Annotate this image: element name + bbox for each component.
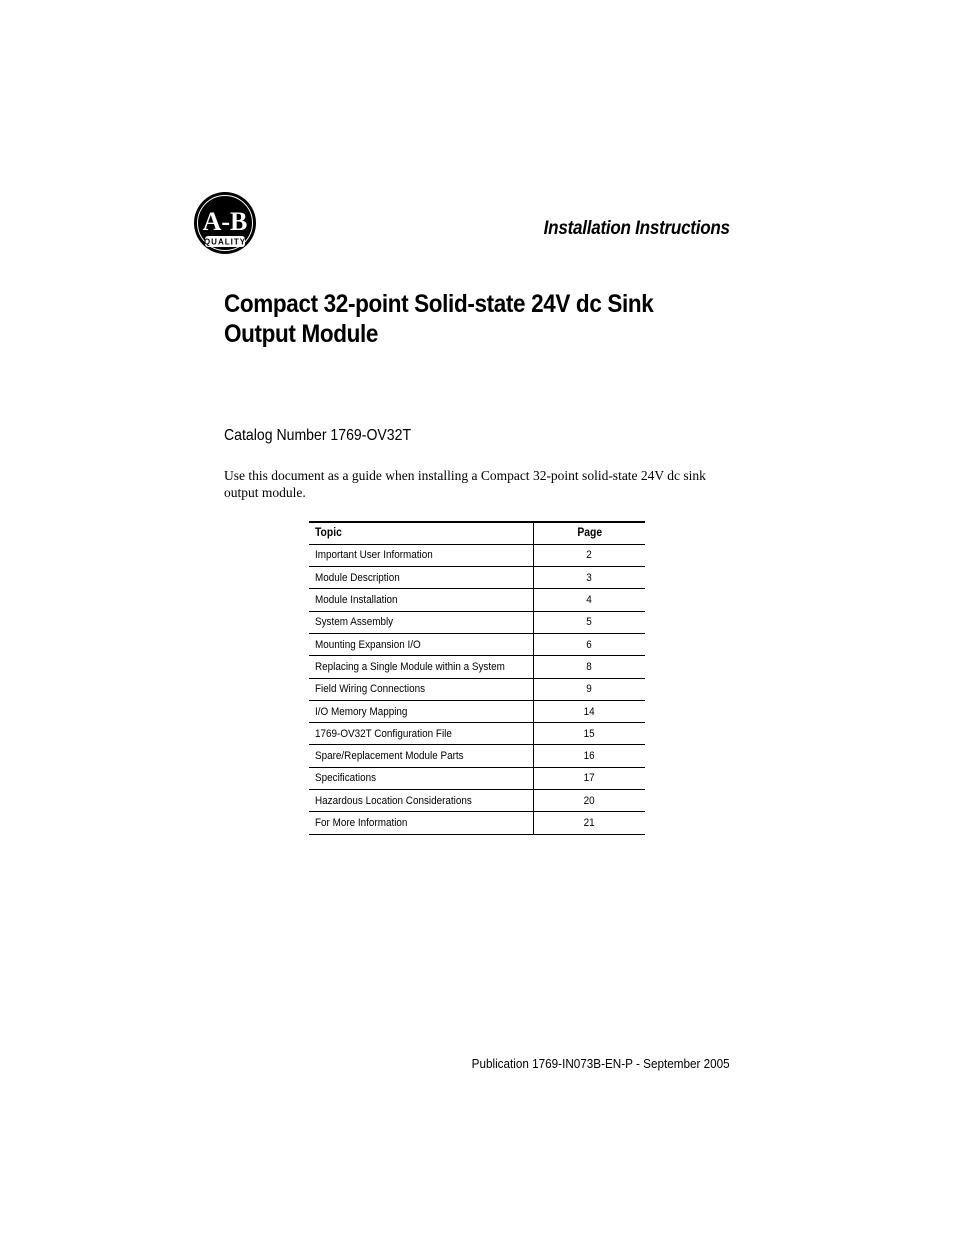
toc-row (309, 812, 645, 834)
toc-row (309, 544, 645, 566)
toc-row (309, 678, 645, 700)
toc-topic: System Assembly (309, 611, 533, 633)
toc-page: 8 (533, 656, 645, 678)
toc-page: 14 (533, 700, 645, 722)
logo-subtext: QUALITY (203, 237, 247, 247)
catalog-number: Catalog Number 1769-OV32T (224, 427, 412, 444)
toc-row (309, 700, 645, 722)
toc-topic: Replacing a Single Module within a System (309, 656, 533, 678)
toc-row (309, 656, 645, 678)
toc-page: 15 (533, 723, 645, 745)
toc-page: 20 (533, 790, 645, 812)
toc-topic: Module Installation (309, 589, 533, 611)
logo-mark: A-B (202, 207, 248, 236)
allen-bradley-logo (193, 192, 257, 254)
toc-topic: For More Information (309, 812, 533, 834)
toc-page: 4 (533, 589, 645, 611)
toc-header-topic: Topic (309, 522, 533, 544)
toc-topic: Mounting Expansion I/O (309, 633, 533, 655)
toc-header-page: Page (533, 522, 645, 544)
table-of-contents (309, 521, 645, 835)
toc-topic: Hazardous Location Considerations (309, 790, 533, 812)
toc-topic: Field Wiring Connections (309, 678, 533, 700)
toc-page: 6 (533, 633, 645, 655)
toc-row (309, 611, 645, 633)
toc-page: 21 (533, 812, 645, 834)
publication-footer: Publication 1769-IN073B-EN-P - September 2005 (472, 1056, 730, 1071)
document-type: Installation Instructions (543, 218, 730, 239)
toc-page: 9 (533, 678, 645, 700)
toc-row (309, 790, 645, 812)
toc-topic: I/O Memory Mapping (309, 700, 533, 722)
toc-topic: Important User Information (309, 544, 533, 566)
intro-paragraph: Use this document as a guide when installing a Compact 32-point solid-state 24V dc sink output module. (224, 468, 706, 500)
toc-topic: Spare/Replacement Module Parts (309, 745, 533, 767)
toc-topic: Specifications (309, 767, 533, 789)
toc-row (309, 633, 645, 655)
page-title: Compact 32-point Solid-state 24V dc Sink Output Module (224, 290, 654, 348)
toc-header-row (309, 522, 645, 544)
toc-row (309, 767, 645, 789)
toc-topic: Module Description (309, 567, 533, 589)
toc-row (309, 567, 645, 589)
toc-row (309, 589, 645, 611)
toc-row (309, 723, 645, 745)
toc-row (309, 745, 645, 767)
toc-page: 17 (533, 767, 645, 789)
toc-page: 5 (533, 611, 645, 633)
toc-page: 16 (533, 745, 645, 767)
allen-bradley-quality-icon (193, 192, 257, 254)
toc-topic: 1769-OV32T Configuration File (309, 723, 533, 745)
toc-page: 2 (533, 544, 645, 566)
toc-page: 3 (533, 567, 645, 589)
